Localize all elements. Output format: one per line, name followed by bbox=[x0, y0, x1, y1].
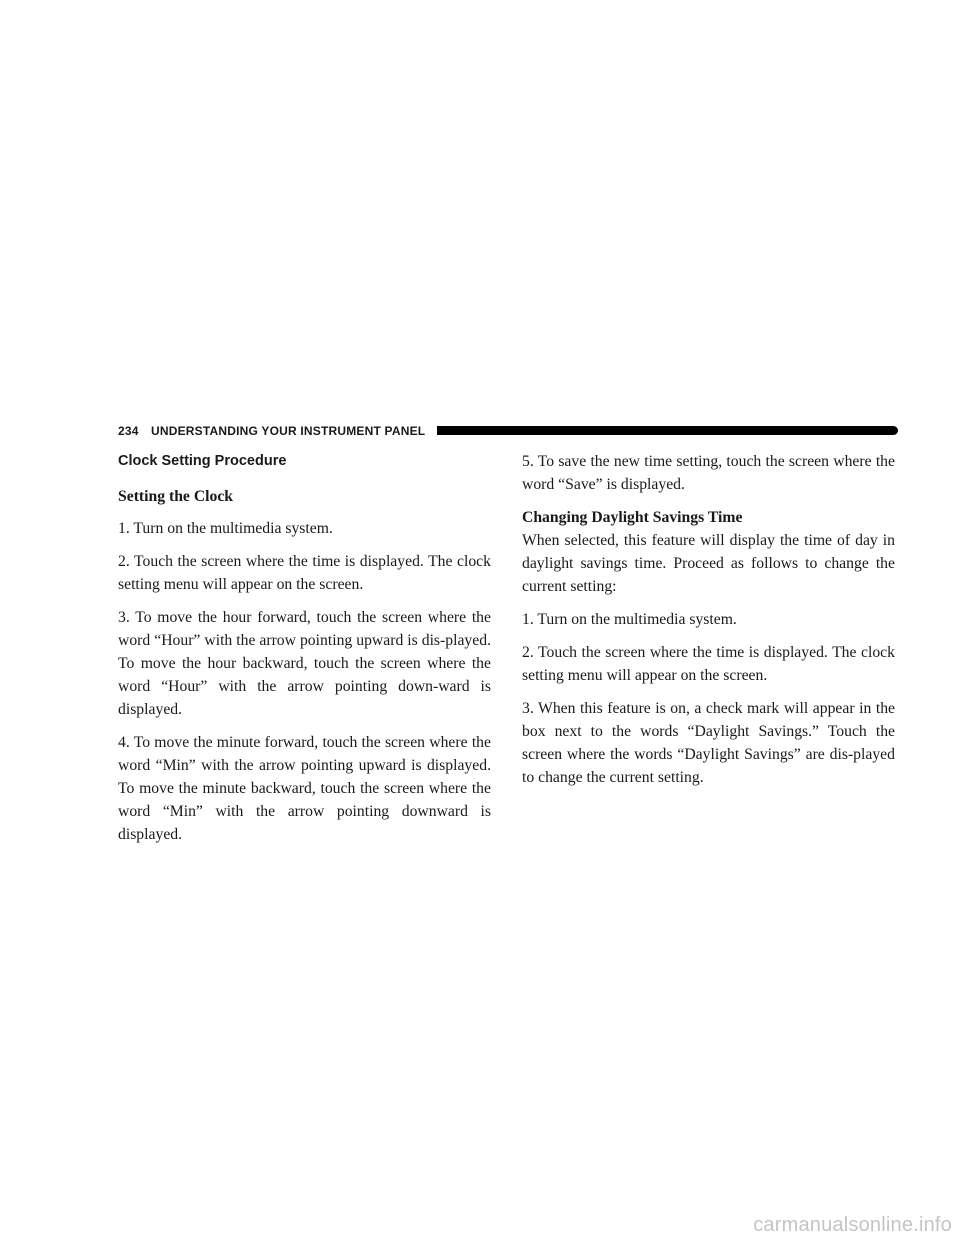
subheading-daylight-savings: Changing Daylight Savings Time bbox=[522, 509, 743, 526]
page-number: 234 bbox=[118, 424, 139, 438]
paragraph-step-3: 3. To move the hour forward, touch the screen where the word “Hour” with the arrow pointing upward is dis-played. To move the hour backward, touch the screen where the word “Hour” with the arrow pointing down-ward is displayed. bbox=[118, 609, 491, 718]
header-rule bbox=[437, 426, 898, 435]
paragraph-daylight-step-3: 3. When this feature is on, a check mark will appear in the box next to the words “Daylight Savings.” Touch the screen where the words “Daylight Savings” are dis-played to change the current setting. bbox=[522, 700, 895, 786]
watermark: carmanualsonline.info bbox=[753, 1214, 952, 1236]
running-section-title: UNDERSTANDING YOUR INSTRUMENT PANEL bbox=[151, 424, 426, 438]
right-column bbox=[522, 450, 895, 799]
paragraph-daylight-step-1: 1. Turn on the multimedia system. bbox=[522, 611, 737, 628]
paragraph-step-1: 1. Turn on the multimedia system. bbox=[118, 520, 333, 537]
paragraph-daylight-intro: When selected, this feature will display the time of day in daylight savings time. Proceed as follows to change the current setting: bbox=[522, 532, 895, 595]
left-column bbox=[118, 450, 491, 856]
section-title: Clock Setting Procedure bbox=[118, 453, 287, 469]
paragraph-daylight-step-2: 2. Touch the screen where the time is displayed. The clock setting menu will appear on the screen. bbox=[522, 644, 895, 684]
paragraph-step-4: 4. To move the minute forward, touch the screen where the word “Min” with the arrow pointing upward is displayed. To move the minute backward, touch the screen where the word “Min” with the arrow pointing downward is displayed. bbox=[118, 734, 491, 843]
paragraph-step-2: 2. Touch the screen where the time is displayed. The clock setting menu will appear on the screen. bbox=[118, 553, 491, 593]
page-header bbox=[118, 421, 898, 441]
subheading-setting-the-clock: Setting the Clock bbox=[118, 488, 234, 505]
paragraph-step-5: 5. To save the new time setting, touch the screen where the word “Save” is displayed. bbox=[522, 453, 895, 493]
